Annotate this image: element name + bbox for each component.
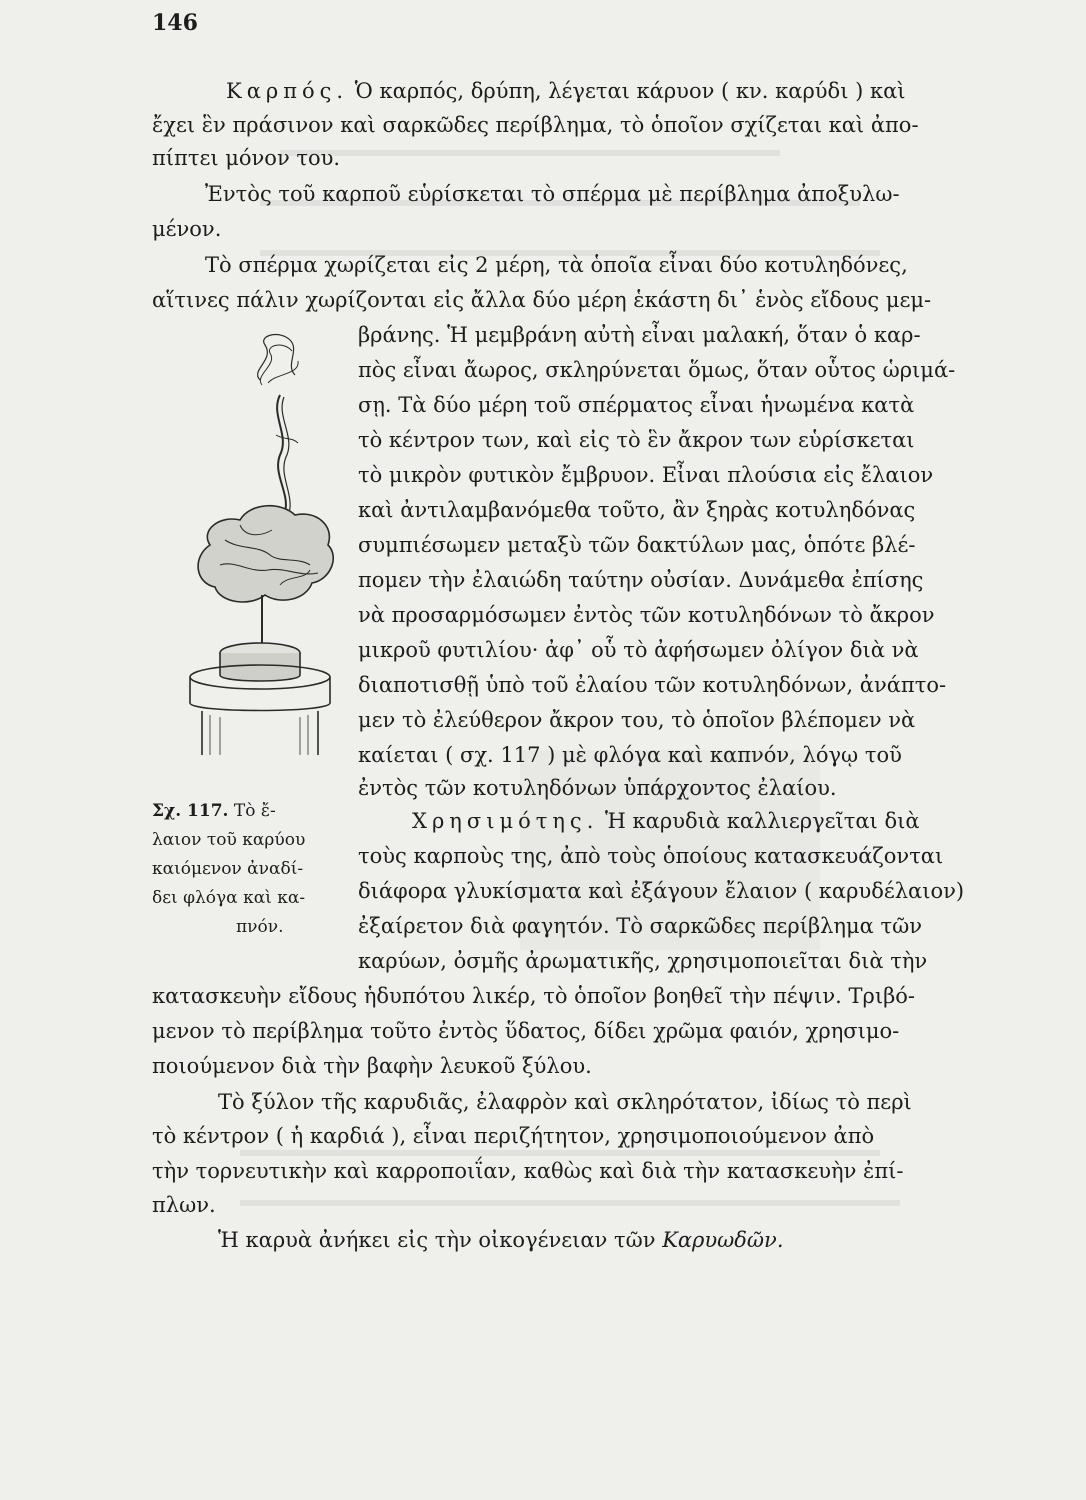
paragraph-line: ἐντὸς τῶν κοτυληδόνων ὑπάρχοντος ἐλαίου.	[358, 776, 837, 800]
paragraph-line: μεν τὸ ἐλεύθερον ἄκρον του, τὸ ὁποῖον βλέπομεν νὰ	[358, 708, 916, 732]
paragraph-line: Χρησιμότης. Ἡ καρυδιὰ καλλιεργεῖται διὰ	[412, 809, 920, 833]
paragraph-line: αἵτινες πάλιν χωρίζονται εἰς ἄλλα δύο μέρη ἑκάστη δι᾽ ἑνὸς εἴδους μεμ-	[152, 288, 932, 312]
section-label-chrisimotis: Χρησιμότης.	[412, 809, 599, 833]
family-name: Καρυωδῶν.	[662, 1228, 784, 1252]
paragraph-line: τὸ μικρὸν φυτικὸν ἔμβρυον. Εἶναι πλούσια εἰς ἔλαιον	[358, 463, 934, 487]
paragraph-line: τὸ κέντρον των, καὶ εἰς τὸ ἓν ἄκρον των εὑρίσκεται	[358, 428, 915, 452]
figure-caption-line: δει φλόγα καὶ κα-	[152, 888, 306, 908]
paragraph-line: Ἡ καρυὰ ἀνήκει εἰς τὴν οἰκογένειαν τῶν Καρυωδῶν.	[218, 1228, 784, 1252]
paragraph-line: μένον.	[152, 217, 222, 241]
paragraph-line: ποιούμενον διὰ τὴν βαφὴν λευκοῦ ξύλου.	[152, 1054, 592, 1078]
paragraph-line: Ἐντὸς τοῦ καρποῦ εὑρίσκεται τὸ σπέρμα μὲ περίβλημα ἀποξυλω-	[205, 182, 900, 206]
paragraph-line: σῃ. Τὰ δύο μέρη τοῦ σπέρματος εἶναι ἡνωμένα κατὰ	[358, 393, 915, 417]
figure-caption-line: πνόν.	[236, 917, 284, 937]
paragraph-line: μικροῦ φυτιλίου· ἀφ᾽ οὗ τὸ ἀφήσωμεν ὀλίγον διὰ νὰ	[358, 638, 919, 662]
figure-caption-line: λαιον τοῦ καρύου	[152, 830, 306, 850]
page-number: 146	[152, 10, 198, 36]
paragraph-line: πλων.	[152, 1193, 216, 1217]
paragraph-line: διάφορα γλυκίσματα καὶ ἐξάγουν ἔλαιον ( καρυδέλαιον)	[358, 879, 965, 903]
paragraph-line: καρύων, ὀσμῆς ἀρωματικῆς, χρησιμοποιεῖται διὰ τὴν	[358, 949, 928, 973]
paragraph-line: πὸς εἶναι ἄωρος, σκληρύνεται ὅμως, ὅταν οὗτος ὡριμά-	[358, 358, 956, 382]
paragraph-line: ἐξαίρετον διὰ φαγητόν. Τὸ σαρκῶδες περίβλημα τῶν	[358, 914, 923, 938]
paragraph-line: συμπιέσωμεν μεταξὺ τῶν δακτύλων μας, ὁπότε βλέ-	[358, 533, 916, 557]
section-label-karpos: Καρπός.	[226, 79, 349, 103]
paragraph-line: Τὸ ξύλον τῆς καρυδιᾶς, ἐλαφρὸν καὶ σκληρότατον, ἰδίως τὸ περὶ	[218, 1090, 912, 1114]
paragraph-line: μενον τὸ περίβλημα τοῦτο ἐντὸς ὕδατος, δίδει χρῶμα φαιόν, χρησιμο-	[152, 1019, 900, 1043]
paragraph-line: νὰ προσαρμόσωμεν ἐντὸς τῶν κοτυληδόνων τὸ ἄκρον	[358, 603, 935, 627]
paragraph-line: τὴν τορνευτικὴν καὶ καρροποιΐαν, καθὼς καὶ διὰ τὴν κατασκευὴν ἐπί-	[152, 1159, 904, 1183]
paragraph-line: Τὸ σπέρμα χωρίζεται εἰς 2 μέρη, τὰ ὁποῖα εἶναι δύο κοτυληδόνες,	[205, 253, 908, 277]
figure-caption-line: καιόμενον ἀναδί-	[152, 859, 304, 879]
paragraph-line: τοὺς καρποὺς της, ἀπὸ τοὺς ὁποίους κατασκευάζονται	[358, 844, 944, 868]
paragraph-line: πομεν τὴν ἐλαιώδη ταύτην οὐσίαν. Δυνάμεθα ἐπίσης	[358, 568, 924, 592]
paragraph-line: καίεται ( σχ. 117 ) μὲ φλόγα καὶ καπνόν, λόγῳ τοῦ	[358, 743, 902, 767]
figure-117-burning-walnut-illustration	[180, 325, 340, 755]
paragraph-line: διαποτισθῇ ὑπὸ τοῦ ἐλαίου τῶν κοτυληδόνων, ἀνάπτο-	[358, 673, 947, 697]
paragraph-line: βράνης. Ἡ μεμβράνη αὐτὴ εἶναι μαλακή, ὅταν ὁ καρ-	[358, 323, 921, 347]
paragraph-line: ἔχει ἓν πράσινον καὶ σαρκῶδες περίβλημα, τὸ ὁποῖον σχίζεται καὶ ἀπο-	[152, 113, 919, 137]
paragraph-line: κατασκευὴν εἴδους ἡδυπότου λικέρ, τὸ ὁποῖον βοηθεῖ τὴν πέψιν. Τριβό-	[152, 984, 915, 1008]
figure-caption-line: Σχ. 117. Τὸ ἔ-	[152, 801, 276, 821]
paragraph-line: πίπτει μόνον του.	[152, 146, 341, 170]
paragraph-line: Καρπός. Ὁ καρπός, δρύπη, λέγεται κάρυον ( κν. καρύδι ) καὶ	[226, 79, 906, 103]
paragraph-line: τὸ κέντρον ( ἡ καρδιά ), εἶναι περιζήτητον, χρησιμοποιούμενον ἀπὸ	[152, 1124, 875, 1148]
figure-caption-label: Σχ. 117.	[152, 801, 229, 821]
paragraph-line: καὶ ἀντιλαμβανόμεθα τοῦτο, ἂν ξηρὰς κοτυληδόνας	[358, 498, 916, 522]
